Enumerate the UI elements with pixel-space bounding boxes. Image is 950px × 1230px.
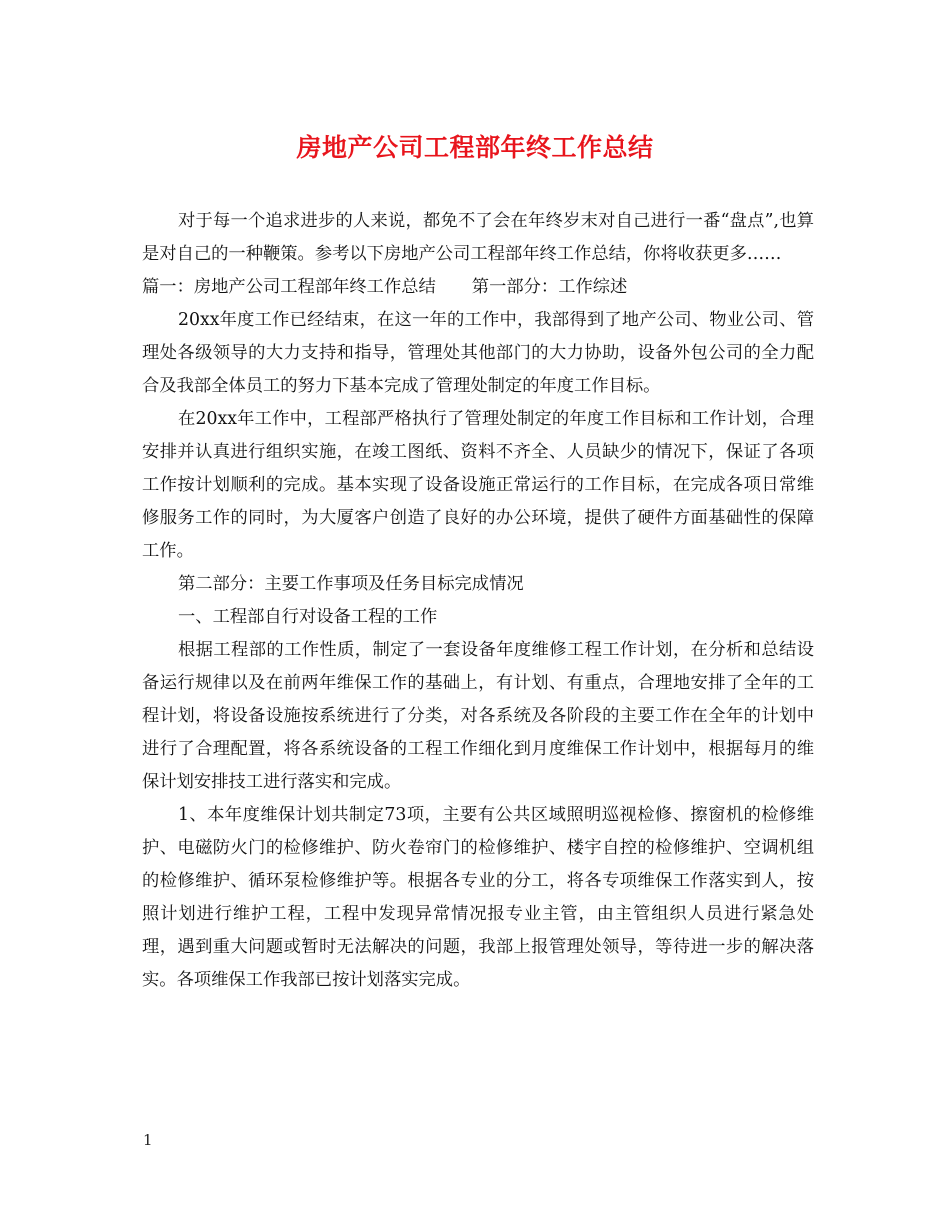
article-heading-line <box>142 271 814 304</box>
part-one-heading: 第一部分：工作综述 <box>471 277 628 297</box>
page-number: 1 <box>143 1131 153 1149</box>
paragraph-work-plan: 在20xx年工作中，工程部严格执行了管理处制定的年度工作目标和工作计划，合理安排并认真进行组织实施，在竣工图纸、资料不齐全、人员缺少的情况下，保证了各项工作按计划顺利的完成。基本实现了设备设施正常运行的工作目标，在完成各项日常维修服务工作的同时，为大厦客户创造了良好的办公环境，提供了硬件方面基础性的保障工作。 <box>142 409 814 561</box>
part-two-heading: 第二部分：主要工作事项及任务目标完成情况 <box>178 574 524 594</box>
paragraph-maintenance-plan: 根据工程部的工作性质，制定了一套设备年度维修工程工作计划，在分析和总结设备运行规律以及在前两年维保工作的基础上，有计划、有重点，合理地安排了全年的工程计划，将设备设施按系统进行了分类，对各系统及各阶段的主要工作在全年的计划中进行了合理配置，将各系统设备的工程工作细化到月度维保工作计划中，根据每月的维保计划安排技工进行落实和完成。 <box>142 640 814 792</box>
intro-paragraph: 对于每一个追求进步的人来说，都免不了会在年终岁末对自己进行一番“盘点”,也算是对自己的一种鞭策。参考以下房地产公司工程部年终工作总结，你将收获更多…… <box>142 211 814 264</box>
document-body <box>142 205 814 997</box>
paragraph-maintenance-items: 1、本年度维保计划共制定73项，主要有公共区域照明巡视检修、擦窗机的检修维护、电磁防火门的检修维护、防火卷帘门的检修维护、楼宇自控的检修维护、空调机组的检修维护、循环泵检修维护等。根据各专业的分工，将各专项维保工作落实到人，按照计划进行维护工程，工程中发现异常情况报专业主管，由主管组织人员进行紧急处理，遇到重大问题或暂时无法解决的问题，我部上报管理处领导，等待进一步的解决落实。各项维保工作我部已按计划落实完成。 <box>142 805 814 990</box>
section-one-heading: 一、工程部自行对设备工程的工作 <box>178 607 438 627</box>
document-title: 房地产公司工程部年终工作总结 <box>296 133 654 162</box>
paragraph-work-summary: 20xx年度工作已经结束，在这一年的工作中，我部得到了地产公司、物业公司、管理处各级领导的大力支持和指导，管理处其他部门的大力协助，设备外包公司的全力配合及我部全体员工的努力下基本完成了管理处制定的年度工作目标。 <box>142 310 814 396</box>
article-heading: 篇一：房地产公司工程部年终工作总结 <box>142 277 436 297</box>
